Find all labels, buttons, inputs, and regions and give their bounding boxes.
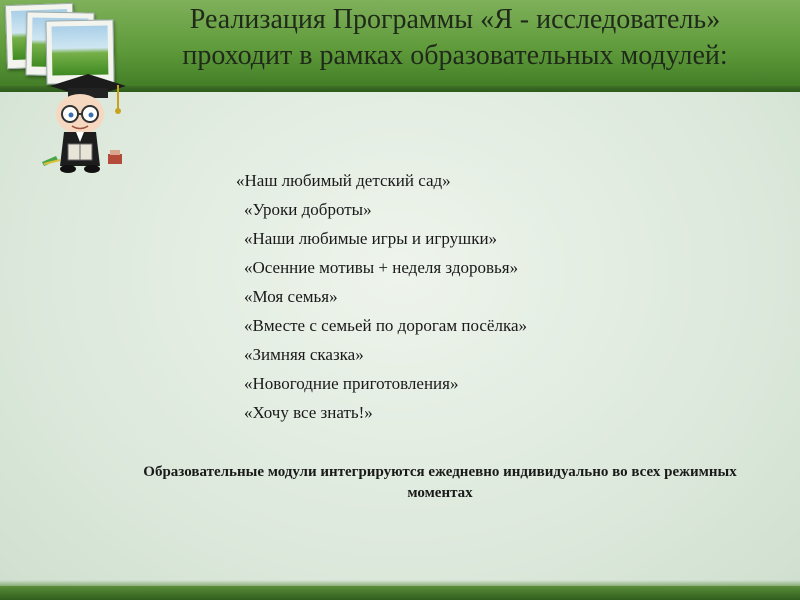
list-item: «Новогодние приготовления» <box>244 374 459 393</box>
list-item: «Моя семья» <box>244 287 338 306</box>
title-line-2: проходит в рамках образовательных модулей: <box>182 40 728 71</box>
list-item: «Наш любимый детский сад» <box>236 171 451 190</box>
list-item: «Уроки доброты» <box>244 200 372 219</box>
page-title <box>120 0 790 92</box>
list-item: «Осенние мотивы + неделя здоровья» <box>244 258 519 277</box>
module-list <box>236 166 527 427</box>
list-item: «Наши любимые игры и игрушки» <box>244 229 498 248</box>
title-line-1: Реализация Программы «Я - исследователь» <box>189 4 721 35</box>
scholar-mascot-icon <box>38 70 138 180</box>
list-item: «Вместе с семьей по дорогам посёлка» <box>244 316 527 335</box>
footer-note: Образовательные модули интегрируются ежедневно индивидуально во всех режимных моментах <box>143 464 737 501</box>
list-item: «Зимняя сказка» <box>244 345 364 364</box>
list-item: «Хочу все знать!» <box>244 403 373 422</box>
bottom-band <box>0 586 800 600</box>
